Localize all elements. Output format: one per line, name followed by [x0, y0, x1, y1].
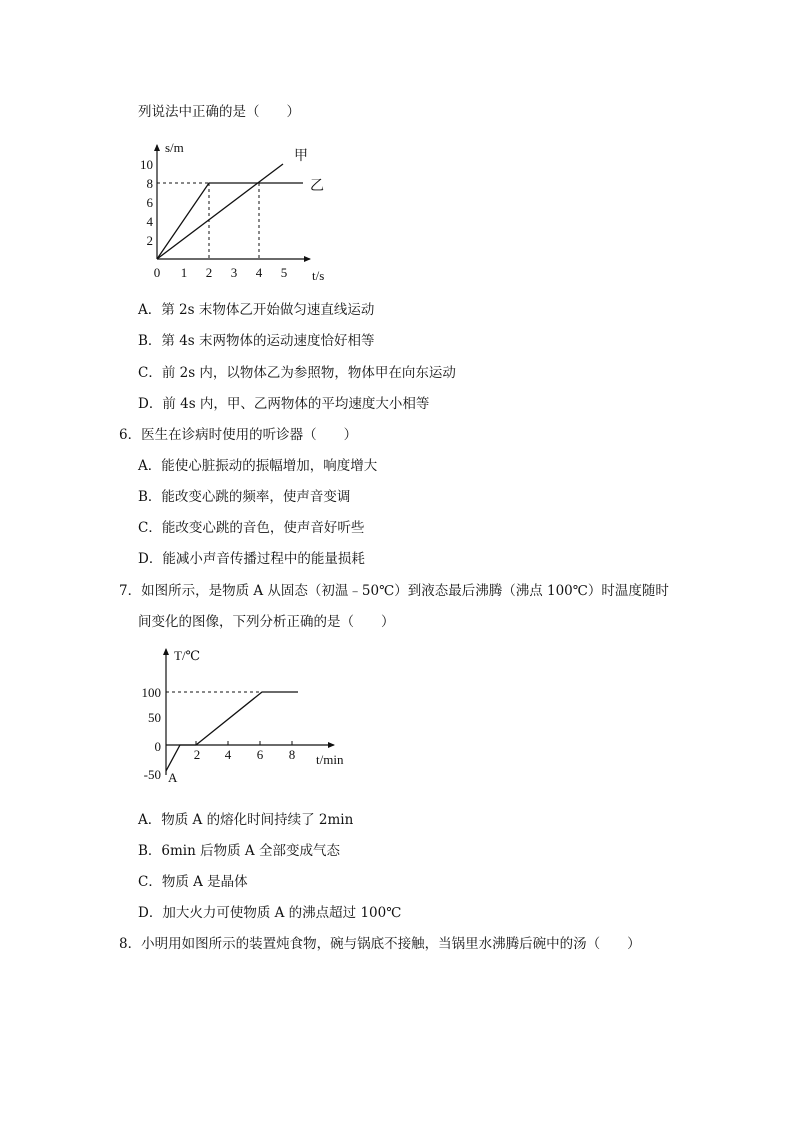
- q5-line-yi: [157, 183, 303, 259]
- q6-option-d[interactable]: D．能减小声音传播过程中的能量损耗: [138, 551, 365, 567]
- q5-x-tick: 5: [280, 265, 288, 280]
- q5-y-tick: 10: [140, 157, 153, 172]
- q5-x-tick: 4: [255, 265, 263, 280]
- q7-temp-curve: [166, 692, 298, 771]
- q5-option-b[interactable]: B．第 4s 末两物体的运动速度恰好相等: [138, 333, 375, 349]
- q5-option-c[interactable]: C．前 2s 内，以物体乙为参照物，物体甲在向东运动: [138, 365, 456, 381]
- q5-x-tick: 2: [205, 265, 213, 280]
- q6-stem: 6．医生在诊病时使用的听诊器（ ）: [119, 427, 358, 443]
- q5-option-d[interactable]: D．前 4s 内，甲、乙两物体的平均速度大小相等: [138, 396, 430, 412]
- q5-x-tick: 3: [230, 265, 238, 280]
- q5-x-label: t/s: [312, 268, 325, 283]
- q6-option-c[interactable]: C．能改变心跳的音色，使声音好听些: [138, 520, 365, 536]
- q7-y-tick: 0: [154, 739, 161, 754]
- q5-y-label: s/m: [165, 140, 184, 155]
- q7-option-d[interactable]: D．加大火力可使物质 A 的沸点超过 100℃: [138, 905, 402, 921]
- q5-label-yi: 乙: [310, 179, 324, 194]
- q6-option-a[interactable]: A．能使心脏振动的振幅增加，响度增大: [138, 458, 378, 474]
- q7-option-a[interactable]: A．物质 A 的熔化时间持续了 2min: [138, 812, 354, 828]
- q7-point-label: A: [168, 770, 178, 785]
- q6-option-b[interactable]: B．能改变心跳的频率，使声音变调: [138, 489, 351, 505]
- q7-x-label: t/min: [316, 752, 344, 767]
- q5-x-tick: 1: [180, 265, 188, 280]
- q7-x-tick: 8: [288, 747, 296, 762]
- q7-y-tick: -50: [143, 767, 161, 782]
- q5-stem-tail: 列说法中正确的是（ ）: [138, 104, 300, 120]
- q7-x-tick: 6: [256, 747, 264, 762]
- q8-stem: 8．小明用如图所示的装置炖食物，碗与锅底不接触，当锅里水沸腾后碗中的汤（ ）: [119, 936, 641, 952]
- q7-stem-line2: 间变化的图像，下列分析正确的是（ ）: [138, 614, 395, 630]
- q5-st-graph: [135, 135, 355, 285]
- q7-x-tick: 2: [193, 747, 201, 762]
- q7-y-tick: 100: [141, 685, 161, 700]
- q5-y-tick: 6: [146, 195, 153, 210]
- q5-y-tick: 8: [146, 176, 153, 191]
- q5-y-tick: 4: [146, 214, 153, 229]
- q5-option-a[interactable]: A．第 2s 末物体乙开始做匀速直线运动: [138, 302, 375, 318]
- q7-temp-graph: [135, 640, 355, 790]
- q7-stem-line1: 7．如图所示，是物质 A 从固态（初温﹣50℃）到液态最后沸腾（沸点 100℃）时温度随时: [119, 583, 669, 599]
- q7-y-label: T/℃: [174, 648, 201, 663]
- q7-y-tick: 50: [148, 710, 161, 725]
- q7-option-c[interactable]: C．物质 A 是晶体: [138, 874, 248, 890]
- q5-x-tick: 0: [153, 265, 161, 280]
- q7-option-b[interactable]: B．6min 后物质 A 全部变成气态: [138, 843, 340, 859]
- q5-line-jia: [157, 164, 283, 259]
- q7-x-tick: 4: [224, 747, 232, 762]
- q5-label-jia: 甲: [294, 149, 308, 164]
- q5-y-tick: 2: [146, 233, 153, 248]
